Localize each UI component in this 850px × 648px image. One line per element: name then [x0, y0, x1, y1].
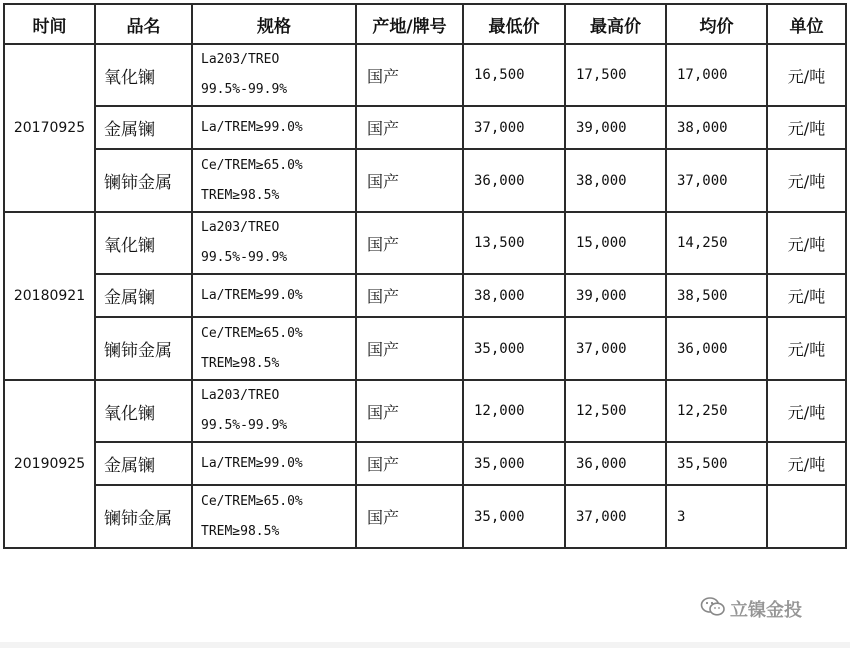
spec-line: 99.5%-99.9%	[201, 82, 288, 97]
low-price-cell: 13,500	[463, 212, 565, 274]
origin-cell: 国产	[356, 212, 463, 274]
avg-price-cell: 38,500	[666, 274, 767, 317]
unit-cell: 元/吨	[767, 212, 846, 274]
high-price-cell: 38,000	[565, 149, 666, 212]
table-row	[4, 149, 846, 212]
product-cell: 氧化镧	[95, 212, 192, 274]
high-price-cell: 12,500	[565, 380, 666, 442]
low-price-cell: 38,000	[463, 274, 565, 317]
table-row	[4, 274, 846, 317]
header-product: 品名	[95, 4, 192, 44]
product-cell: 氧化镧	[95, 380, 192, 442]
spec-cell	[192, 106, 356, 149]
low-price-cell: 36,000	[463, 149, 565, 212]
spec-cell	[192, 380, 356, 442]
spec-line: Ce/TREM≥65.0%	[201, 325, 303, 341]
unit-cell: 元/吨	[767, 317, 846, 380]
watermark-text: 立镍金投	[730, 600, 802, 621]
watermark	[700, 596, 802, 622]
spec-cell	[192, 274, 356, 317]
spec-line: La/TREM≥99.0%	[201, 119, 303, 135]
unit-cell: 元/吨	[767, 44, 846, 106]
spec-line: Ce/TREM≥65.0%	[201, 493, 303, 509]
product-cell: 镧铈金属	[95, 149, 192, 212]
spec-line: La203/TREO	[201, 388, 280, 403]
avg-price-cell: 38,000	[666, 106, 767, 149]
spec-cell	[192, 212, 356, 274]
unit-cell: 元/吨	[767, 274, 846, 317]
low-price-cell: 35,000	[463, 317, 565, 380]
high-price-cell: 39,000	[565, 106, 666, 149]
unit-cell: 元/吨	[767, 380, 846, 442]
table-row	[4, 212, 846, 274]
avg-price-cell: 12,250	[666, 380, 767, 442]
product-cell: 金属镧	[95, 442, 192, 485]
spec-line: La203/TREO	[201, 220, 280, 235]
origin-cell: 国产	[356, 380, 463, 442]
high-price-cell: 39,000	[565, 274, 666, 317]
high-price-cell: 17,500	[565, 44, 666, 106]
header-spec: 规格	[192, 4, 356, 44]
table-row	[4, 485, 846, 548]
price-table-container	[3, 3, 845, 642]
unit-cell: 元/吨	[767, 106, 846, 149]
spec-line: La/TREM≥99.0%	[201, 455, 303, 471]
spec-line: La203/TREO	[201, 52, 280, 67]
table-row	[4, 317, 846, 380]
low-price-cell: 35,000	[463, 485, 565, 548]
product-cell: 金属镧	[95, 106, 192, 149]
spec-cell	[192, 442, 356, 485]
product-cell: 镧铈金属	[95, 317, 192, 380]
header-avg-price: 均价	[666, 4, 767, 44]
spec-line: 99.5%-99.9%	[201, 250, 288, 265]
date-cell: 20170925	[4, 44, 95, 212]
origin-cell: 国产	[356, 149, 463, 212]
table-row	[4, 106, 846, 149]
low-price-cell: 12,000	[463, 380, 565, 442]
spec-line: La/TREM≥99.0%	[201, 287, 303, 303]
avg-price-cell: 37,000	[666, 149, 767, 212]
header-high-price: 最高价	[565, 4, 666, 44]
origin-cell: 国产	[356, 106, 463, 149]
spec-line: TREM≥98.5%	[201, 523, 280, 539]
price-table	[3, 3, 847, 549]
page-bottom-edge	[0, 642, 850, 648]
table-row	[4, 44, 846, 106]
origin-cell: 国产	[356, 44, 463, 106]
product-cell: 镧铈金属	[95, 485, 192, 548]
origin-cell: 国产	[356, 317, 463, 380]
origin-cell: 国产	[356, 274, 463, 317]
table-row	[4, 442, 846, 485]
date-cell: 20190925	[4, 380, 95, 548]
avg-price-cell: 35,500	[666, 442, 767, 485]
table-row	[4, 380, 846, 442]
wechat-icon	[700, 596, 726, 623]
avg-price-cell: 36,000	[666, 317, 767, 380]
high-price-cell: 15,000	[565, 212, 666, 274]
low-price-cell: 16,500	[463, 44, 565, 106]
high-price-cell: 37,000	[565, 317, 666, 380]
spec-line: TREM≥98.5%	[201, 187, 280, 203]
spec-cell	[192, 44, 356, 106]
origin-cell: 国产	[356, 442, 463, 485]
header-origin: 产地/牌号	[356, 4, 463, 44]
product-cell: 氧化镧	[95, 44, 192, 106]
high-price-cell: 37,000	[565, 485, 666, 548]
spec-cell	[192, 149, 356, 212]
avg-price-cell: 14,250	[666, 212, 767, 274]
high-price-cell: 36,000	[565, 442, 666, 485]
spec-line: TREM≥98.5%	[201, 355, 280, 371]
spec-cell	[192, 317, 356, 380]
low-price-cell: 37,000	[463, 106, 565, 149]
header-date: 时间	[4, 4, 95, 44]
spec-line: Ce/TREM≥65.0%	[201, 157, 303, 173]
date-cell: 20180921	[4, 212, 95, 380]
header-unit: 单位	[767, 4, 846, 44]
spec-line: 99.5%-99.9%	[201, 418, 288, 433]
spec-cell	[192, 485, 356, 548]
low-price-cell: 35,000	[463, 442, 565, 485]
header-low-price: 最低价	[463, 4, 565, 44]
unit-cell: 元/吨	[767, 442, 846, 485]
origin-cell: 国产	[356, 485, 463, 548]
product-cell: 金属镧	[95, 274, 192, 317]
unit-cell: 元/吨	[767, 149, 846, 212]
header-row	[4, 4, 846, 44]
avg-price-cell: 17,000	[666, 44, 767, 106]
unit-cell	[767, 485, 846, 548]
avg-price-cell: 3	[666, 485, 767, 548]
